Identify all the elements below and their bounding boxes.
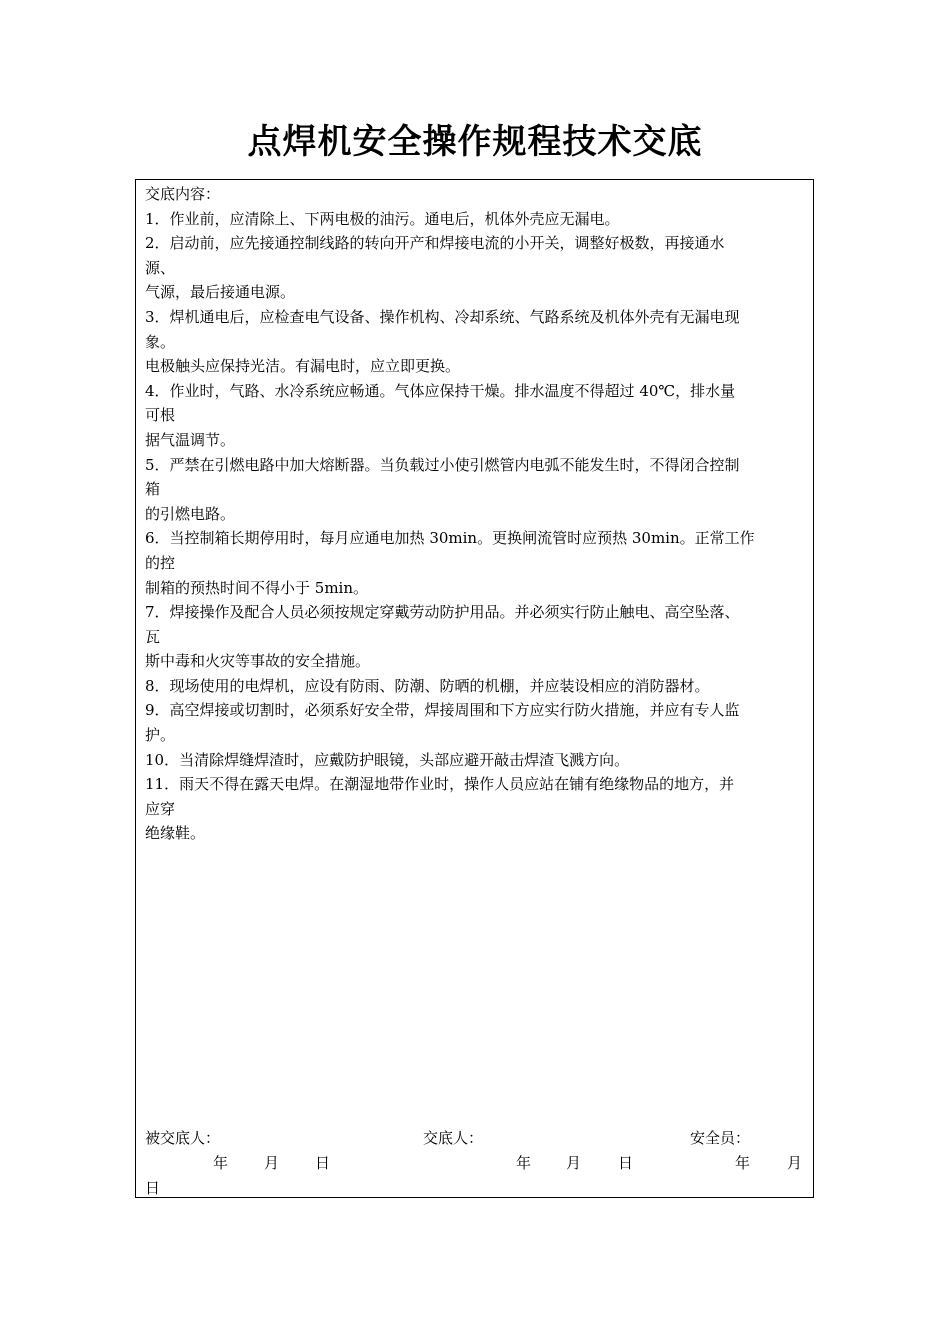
content-line: 应穿 bbox=[145, 799, 176, 818]
content-line: 箱 bbox=[145, 480, 161, 499]
recipient-month: 月 bbox=[264, 1154, 280, 1172]
content-lines bbox=[145, 207, 810, 846]
content-line: 1．作业前，应清除上、下两电极的油污。通电后，机体外壳应无漏电。 bbox=[145, 209, 620, 228]
briefing-table bbox=[135, 179, 814, 1198]
content-line: 的控 bbox=[145, 553, 176, 572]
safety-officer-day: 日 bbox=[145, 1179, 161, 1197]
content-line: 电极触头应保持光洁。有漏电时，应立即更换。 bbox=[145, 357, 461, 376]
content-line: 象。 bbox=[145, 332, 176, 351]
content-line: 瓦 bbox=[145, 627, 161, 646]
content-line: 9．高空焊接或切割时，必须系好安全带，焊接周围和下方应实行防火措施，并应有专人监 bbox=[145, 701, 740, 720]
content-line: 绝缘鞋。 bbox=[145, 824, 206, 843]
content-line: 源、 bbox=[145, 258, 176, 277]
presenter-year: 年 bbox=[516, 1154, 532, 1172]
safety-officer-month: 月 bbox=[787, 1154, 803, 1172]
recipient-label: 被交底人： bbox=[145, 1129, 221, 1147]
briefing-content bbox=[145, 182, 810, 846]
recipient-year: 年 bbox=[213, 1154, 229, 1172]
content-line: 11．雨天不得在露天电焊。在潮湿地带作业时，操作人员应站在铺有绝缘物品的地方，并 bbox=[145, 775, 735, 794]
content-line: 可根 bbox=[145, 406, 176, 425]
content-line: 4．作业时，气路、水冷系统应畅通。气体应保持干燥。排水温度不得超过 40℃，排水量 bbox=[145, 381, 736, 400]
content-line: 6．当控制箱长期停用时，每月应通电加热 30min。更换闸流管时应预热 30min。正常工作 bbox=[145, 529, 755, 548]
content-line: 3．焊机通电后，应检查电气设备、操作机构、冷却系统、气路系统及机体外壳有无漏电现 bbox=[145, 307, 740, 326]
content-heading: 交底内容： bbox=[145, 185, 221, 203]
content-line: 制箱的预热时间不得小于 5min。 bbox=[145, 578, 368, 597]
content-line: 10．当清除焊缝焊渣时，应戴防护眼镜，头部应避开敲击焊渣飞溅方向。 bbox=[145, 750, 630, 769]
document-title: 点焊机安全操作规程技术交底 bbox=[247, 122, 703, 162]
recipient-day: 日 bbox=[315, 1154, 331, 1172]
content-line: 2．启动前，应先接通控制线路的转向开产和焊接电流的小开关，调整好极数，再接通水 bbox=[145, 234, 725, 253]
content-line: 气源，最后接通电源。 bbox=[145, 283, 296, 302]
content-line: 据气温调节。 bbox=[145, 430, 236, 449]
content-line: 的引燃电路。 bbox=[145, 504, 236, 523]
safety-officer-label: 安全员： bbox=[690, 1129, 751, 1147]
content-line: 护。 bbox=[145, 726, 176, 745]
content-line: 5．严禁在引燃电路中加大熔断器。当负载过小使引燃管内电弧不能发生时，不得闭合控制 bbox=[145, 455, 740, 474]
content-line: 8．现场使用的电焊机，应设有防雨、防潮、防晒的机棚，并应装设相应的消防器材。 bbox=[145, 676, 710, 695]
safety-officer-year: 年 bbox=[735, 1154, 751, 1172]
presenter-month: 月 bbox=[566, 1154, 582, 1172]
presenter-day: 日 bbox=[618, 1154, 634, 1172]
content-line: 斯中毒和火灾等事故的安全措施。 bbox=[145, 652, 371, 671]
content-line: 7．焊接操作及配合人员必须按规定穿戴劳动防护用品。并必须实行防止触电、高空坠落、 bbox=[145, 603, 740, 622]
presenter-label: 交底人： bbox=[423, 1129, 484, 1147]
